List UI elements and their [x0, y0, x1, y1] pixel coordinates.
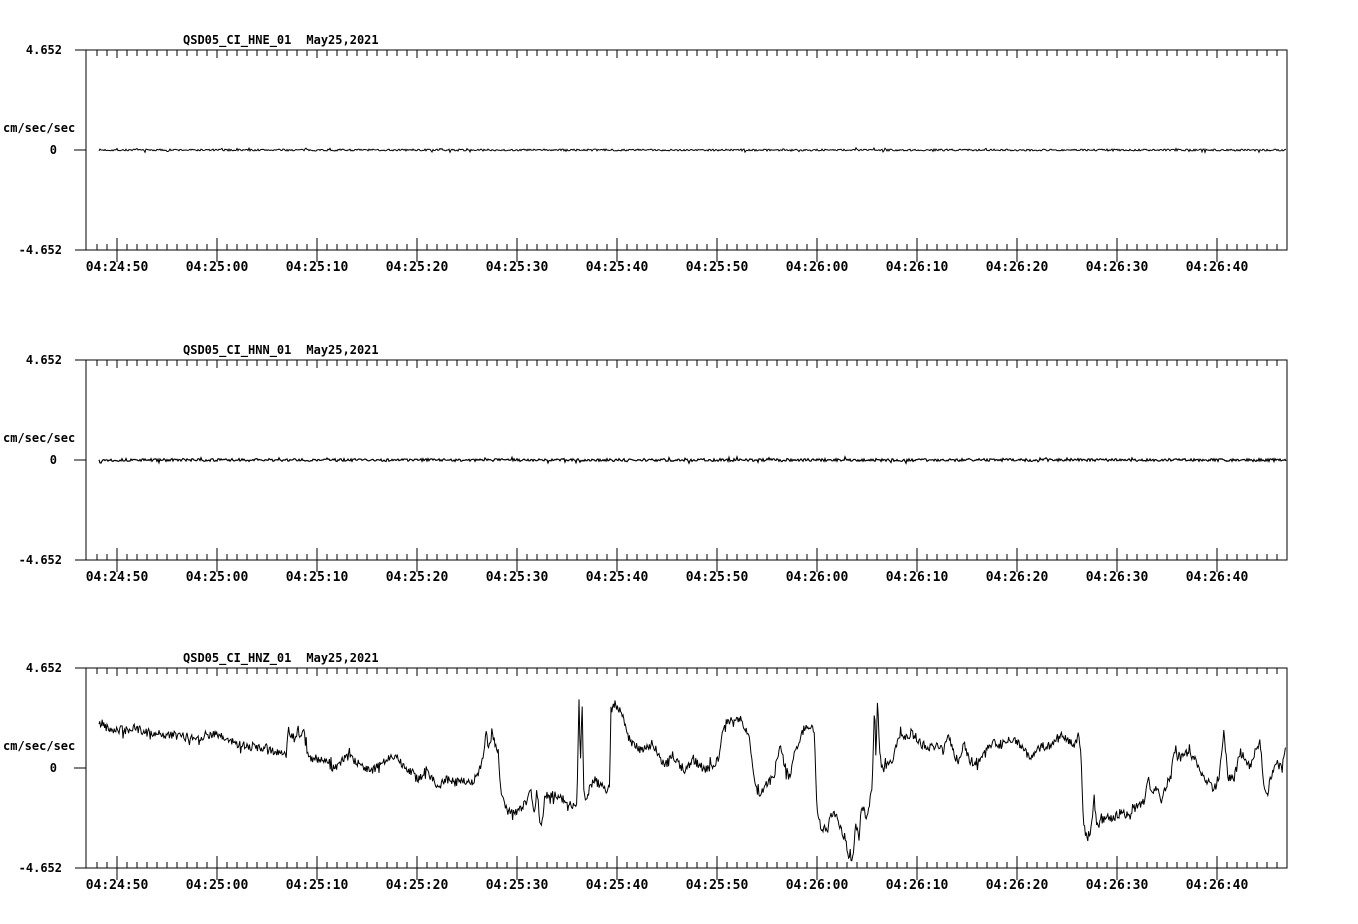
y-tick-label-max: 4.652	[25, 353, 62, 367]
x-tick-label: 04:24:50	[85, 260, 149, 275]
seismogram-panel-hne	[0, 0, 1358, 300]
x-tick-label: 04:26:40	[1185, 878, 1249, 893]
x-tick-label: 04:25:10	[285, 570, 349, 585]
date-label: May25,2021	[306, 33, 379, 47]
y-axis-units-label: cm/sec/sec	[3, 739, 76, 753]
y-tick-label-zero: 0	[49, 453, 57, 467]
seismogram-panel-hnz	[0, 618, 1358, 918]
y-tick-label-zero: 0	[49, 143, 57, 157]
seismogram-panel-hnn	[0, 310, 1358, 610]
x-tick-label: 04:25:00	[185, 570, 249, 585]
station-channel-label: QSD05_CI_HNZ_01	[183, 651, 292, 665]
x-tick-label: 04:25:30	[485, 570, 549, 585]
y-tick-label-min: -4.652	[18, 553, 62, 567]
x-tick-label: 04:26:00	[785, 260, 849, 275]
x-tick-label: 04:25:00	[185, 878, 249, 893]
x-tick-label: 04:26:10	[885, 878, 949, 893]
x-tick-label: 04:26:00	[785, 878, 849, 893]
x-tick-label: 04:26:40	[1185, 260, 1249, 275]
x-tick-label: 04:26:20	[985, 570, 1049, 585]
y-tick-label-max: 4.652	[25, 43, 62, 57]
y-tick-label-zero: 0	[49, 761, 57, 775]
x-tick-label: 04:26:20	[985, 878, 1049, 893]
x-tick-label: 04:25:50	[685, 570, 749, 585]
x-tick-label: 04:25:20	[385, 570, 449, 585]
x-tick-label: 04:26:20	[985, 260, 1049, 275]
x-tick-label: 04:25:10	[285, 260, 349, 275]
x-tick-label: 04:26:00	[785, 570, 849, 585]
date-label: May25,2021	[306, 651, 379, 665]
x-tick-label: 04:25:10	[285, 878, 349, 893]
acceleration-trace-hnn	[99, 457, 1286, 463]
acceleration-trace-hnz	[99, 699, 1285, 860]
y-tick-label-min: -4.652	[18, 861, 62, 875]
station-channel-label: QSD05_CI_HNN_01	[183, 343, 292, 357]
x-tick-label: 04:25:40	[585, 260, 649, 275]
x-tick-label: 04:25:40	[585, 570, 649, 585]
x-tick-label: 04:25:40	[585, 878, 649, 893]
x-tick-label: 04:25:50	[685, 260, 749, 275]
x-tick-label: 04:25:30	[485, 878, 549, 893]
x-tick-label: 04:24:50	[85, 878, 149, 893]
station-channel-label: QSD05_CI_HNE_01	[183, 33, 292, 47]
y-axis-units-label: cm/sec/sec	[3, 431, 76, 445]
y-tick-label-max: 4.652	[25, 661, 62, 675]
plot-canvas-hnz	[0, 618, 1358, 918]
x-tick-label: 04:26:30	[1085, 878, 1149, 893]
x-tick-label: 04:25:20	[385, 260, 449, 275]
plot-canvas-hne	[0, 0, 1358, 300]
x-tick-label: 04:26:30	[1085, 260, 1149, 275]
x-tick-label: 04:24:50	[85, 570, 149, 585]
acceleration-trace-hne	[99, 148, 1286, 153]
x-tick-label: 04:25:00	[185, 260, 249, 275]
x-tick-label: 04:26:10	[885, 260, 949, 275]
x-tick-label: 04:25:50	[685, 878, 749, 893]
x-tick-label: 04:26:10	[885, 570, 949, 585]
plot-canvas-hnn	[0, 310, 1358, 610]
y-axis-units-label: cm/sec/sec	[3, 121, 76, 135]
y-tick-label-min: -4.652	[18, 243, 62, 257]
date-label: May25,2021	[306, 343, 379, 357]
x-tick-label: 04:26:40	[1185, 570, 1249, 585]
x-tick-label: 04:25:30	[485, 260, 549, 275]
x-tick-label: 04:25:20	[385, 878, 449, 893]
x-tick-label: 04:26:30	[1085, 570, 1149, 585]
